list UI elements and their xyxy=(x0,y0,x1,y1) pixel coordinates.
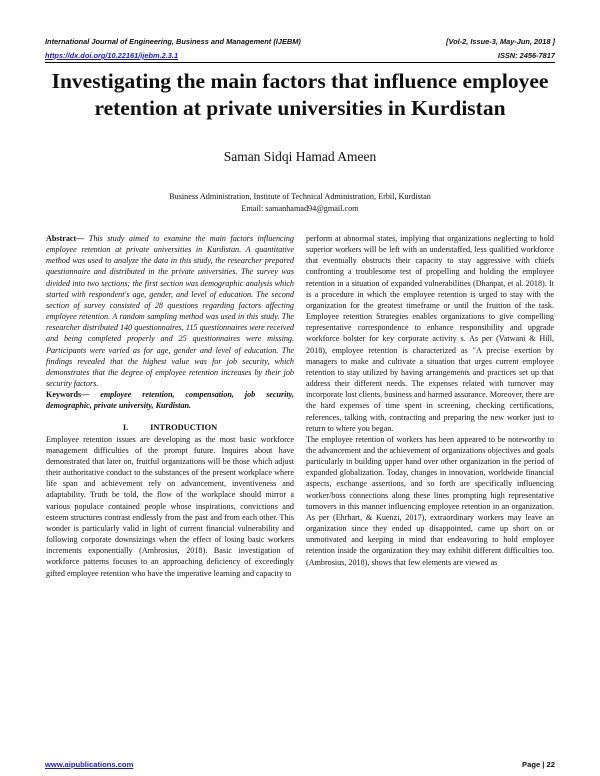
affiliation-block xyxy=(40,191,560,214)
paper-title: Investigating the main factors that influence employee retention at private universities in Kurdistan xyxy=(51,69,549,120)
running-header xyxy=(45,37,555,46)
journal-name: International Journal of Engineering, Business and Management (IJEBM) xyxy=(45,37,301,46)
author-email: Email: samanhamad94@gmail.com xyxy=(241,203,359,213)
abstract xyxy=(46,233,294,389)
section-title: INTRODUCTION xyxy=(150,422,218,432)
page-footer xyxy=(45,760,555,769)
section-number: I. xyxy=(122,422,129,432)
right-paragraph-1: perform at abnormal states, implying that organizations neglecting to hold superior workers will be left with an understaffed, less qualified workforce that eventually obstructs their capacity to stay aggressive with chiefs confronting a troublesome test of propelling and holding the employee retention in a situation of expanded vulnerabilities (Dhanpat, et al. 2018). It is a procedure in which the employee retention is urged to stay with the organization for the greatest timeframe or until the fruition of the task. Employee retention Strategies enables organizations to give compelling representative correspondence to enhance responsibility and upgrade workforce bolster for key corporate activity s. As per (Vatwani & Hill, 2018), employee retention is characterized as "A precise exertion by managers to make and cultivate a situation that urges current employee retention to stay utilized by having arrangements and practices set up that address their different needs. The expenses related with turnover may incorporate lost clients, business and harmed assurance. Moreover, there are the hard expenses of time spent in screening, checking certifications, references, talking with, contracting and preparing the new worker just to return to where you began. xyxy=(306,234,554,433)
left-column xyxy=(46,233,294,579)
volume-issue: [Vol-2, Issue-3, May-Jun, 2018 ] xyxy=(446,37,555,46)
abstract-text: This study aimed to examine the main factors influencing employee retention at private universities in Kurdistan. A quantitative method was used to analyze the data in this study, the researcher prepared questionnaire and distributed in the private universities. The survey was divided into two sections; the first section was demographic analysis which started with respondent's age, gender, and level of education. The second section of survey consisted of 28 questions regarding factors affecting employee retention. A random sampling method was used in this study. The researcher distributed 140 questionnaires, 115 questionnaires were received and being completed properly and 25 questionnaires were missing. Participants were varied as for age, gender and level of education. The findings revealed that the highest value was for job security, which demonstrates that the degree of employee retention increases by their job security factors. xyxy=(46,234,294,389)
affiliation: Business Administration, Institute of Technical Administration, Erbil, Kurdistan xyxy=(169,192,431,201)
right-column xyxy=(306,233,554,568)
keywords xyxy=(46,389,294,411)
intro-paragraph-1: Employee retention issues are developing as the most basic workforce management difficulties of the prompt future. Inquires about have demonstrated that later on, fruitful organizations will be those which adjust their authoritative conduct to the substances of the present workplace where life span and achievement rely on advancement, inventiveness and adaptability. Truth be told, the flow of the workplace should mirror a various populace contained people whose inspirations, convictions and esteem structures contrast endlessly from the past and from each other. This wonder is particularly valid in light of current financial vulnerability and following corporate downsizings when the effect of losing basic workers increments exponentially (Ambrosius, 2018). Basic investigation of workforce patterns focuses to an approaching deficiency of exceedingly gifted employee retention who have the imperative learning and capacity to xyxy=(46,434,294,578)
author-name: Saman Sidqi Hamad Ameen xyxy=(223,149,377,164)
doi-link[interactable]: https://dx.doi.org/10.22161/ijebm.2.3.1 xyxy=(45,51,179,60)
page-number: Page | 22 xyxy=(522,760,555,769)
issn: ISSN: 2456-7817 xyxy=(497,51,555,60)
keywords-label: Keywords— xyxy=(46,390,90,400)
section-heading-introduction xyxy=(46,422,294,433)
publisher-link[interactable]: www.aipublications.com xyxy=(45,760,134,769)
right-paragraph-2: The employee retention of workers has been appeared to be noteworthy to the advancement and the achievement of organizations objectives and goals particularly in building upper hand over other organization in the period of expanded globalization. Today, changes in innovation, worldwide financial aspects, exchange assertions, and so forth are specifically influencing worker/boss connections along these lines prompting high representative turnovers in this manner influencing employee retention in an organization. As per (Ehrhart, & Kuenzi, 2017), extraordinary workers may leave an organization since they ended up disappointed, came up short on or unmotivated and keeping in mind that endeavoring to hold employee retention inside the organization they may exhibit different difficulties too. (Ambrosius, 2018), shows that few elements are viewed as xyxy=(306,434,554,567)
header-rule xyxy=(45,62,555,63)
doi-header xyxy=(45,51,555,60)
keywords-text: employee retention, compensation, job security, demographic, private university, Kurdistan. xyxy=(46,390,294,411)
abstract-label: Abstract— xyxy=(46,234,85,243)
